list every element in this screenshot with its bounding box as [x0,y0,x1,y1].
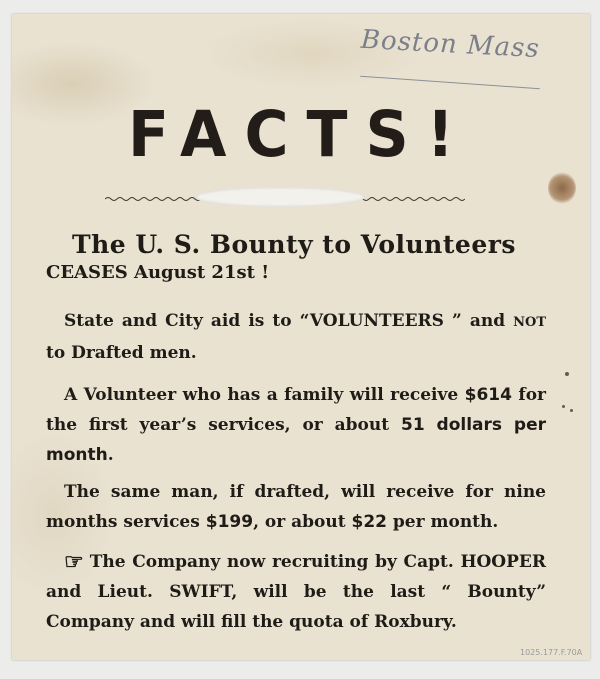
paragraph-volunteer: A Volunteer who has a family will receive $614 for the first year’s services, or about 51 dollars per month. [46,385,547,465]
pointing-hand-icon: ☞ [64,549,84,575]
ink-stain [548,172,576,204]
ink-speck [565,372,569,376]
handwritten-note: Boston Mass [360,24,541,65]
paragraph-company: ☞ The Company now recruiting by Capt. HOOPER and Lieut. SWIFT, will be the last “ Bounty” Company and will fill the quota of Roxbury. [46,549,546,632]
drafted-monthly: $22 [351,512,387,532]
paragraph-state-aid: State and City aid is to “VOLUNTEERS ” and NOT to Drafted men. [46,311,547,363]
accession-number: 1025.177.F.70A [520,648,583,657]
paragraph-drafted: The same man, if drafted, will receive for nine months services $199, or about $22 per month. [46,482,546,532]
headline-subline: CEASES August 21st ! [46,262,270,283]
paper-tear [195,187,365,207]
volunteer-amount: $614 [464,385,512,405]
ink-speck [570,409,573,412]
page-title: FACTS! [127,98,473,172]
ink-speck [562,405,565,408]
drafted-amount: $199 [205,512,254,532]
volunteer-monthly: 51 dollars per month [46,415,547,465]
headline: The U. S. Bounty to Volunteers [72,230,516,259]
